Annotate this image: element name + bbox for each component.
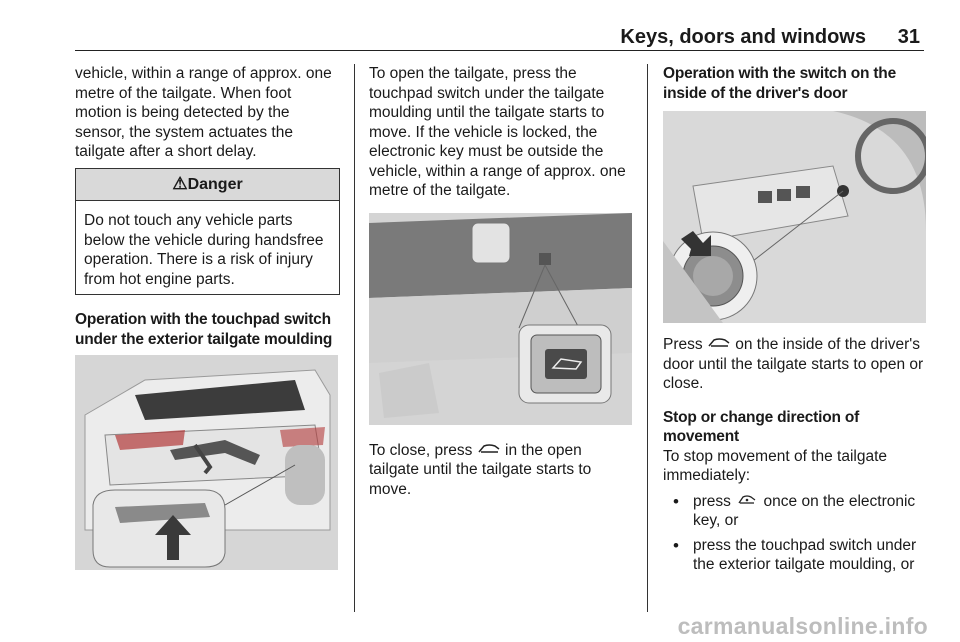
driver-door-switch-illustration [663,111,926,323]
press-prefix-text: Press [663,336,703,353]
stop-options-list [663,492,928,575]
column-left [75,64,340,570]
bullet-prefix-text: press [693,492,731,510]
list-item [663,492,928,531]
column-divider [354,64,355,612]
close-tailgate-paragraph [369,441,634,500]
tailgate-touchpad-illustration [75,355,338,570]
press-switch-paragraph [663,335,928,394]
warning-triangle-icon: ⚠ [172,173,188,193]
bullet-prefix-text: press the touchpad switch under the exterior tailgate moulding, or [693,536,917,573]
column-divider [647,64,648,612]
danger-text: Do not touch any vehicle parts below the vehicle during handsfree operation. There is a risk of injury from hot engine parts. [84,212,324,288]
section-title: Keys, doors and windows [620,26,866,48]
key-tailgate-icon [735,492,759,512]
column-right [663,64,928,580]
tailgate-switch-illustration [369,213,632,425]
open-tailgate-paragraph: To open the tailgate, press the touchpad switch under the tailgate moulding until the tailgate starts to move. If the vehicle is locked, the electronic key must be outside the vehicle, within a range of approx. one metre of the tailgate. [369,65,626,199]
list-item [663,536,928,575]
danger-header [76,169,339,202]
tailgate-icon [477,441,501,461]
close-suffix-text: in the open tailgate until the tailgate starts to move. [369,441,592,498]
page-number: 31 [897,26,920,48]
stop-heading: Stop or change direction of movement [663,408,860,445]
stop-intro: To stop movement of the tailgate immediately: [663,447,888,484]
danger-title: Danger [187,175,243,193]
intro-paragraph: vehicle, within a range of approx. one metre of the tailgate. When foot motion is being detected by the sensor, the system actuates the tailgate after a short delay. [75,65,332,160]
bullet-suffix-text: once on the electronic key, or [693,492,916,529]
danger-box [75,168,340,296]
switch-heading: Operation with the switch on the inside of the driver's door [663,65,896,102]
page-header [75,26,924,51]
tailgate-icon [707,335,731,355]
close-prefix-text: To close, press [369,441,473,459]
press-suffix-text: on the inside of the driver's door until the tailgate starts to open or close. [663,336,924,392]
watermark: carmanualsonline.info [677,613,928,639]
column-middle [369,64,634,499]
touchpad-heading: Operation with the touchpad switch under the exterior tailgate moulding [75,311,333,348]
